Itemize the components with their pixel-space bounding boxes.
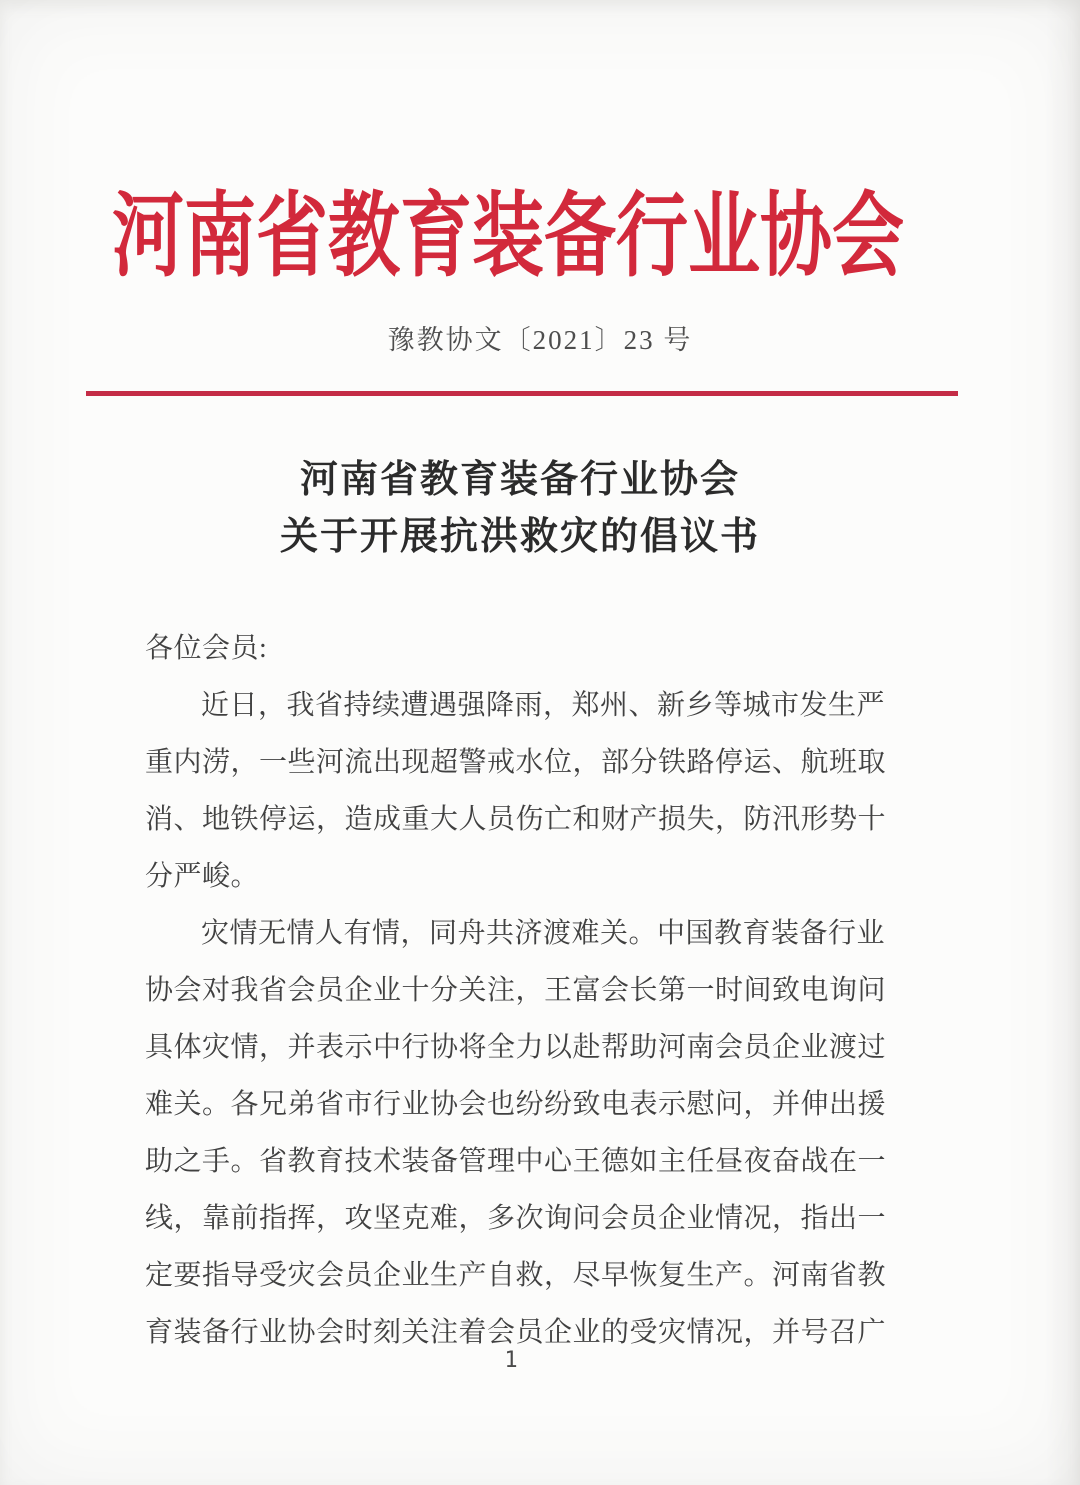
body-line: 重内涝，一些河流出现超警戒水位，部分铁路停运、航班取 [145, 747, 887, 778]
document-title-line1: 河南省教育装备行业协会 [299, 459, 740, 501]
body-line: 线，靠前指挥，攻坚克难，多次询问会员企业情况，指出一 [145, 1203, 887, 1234]
page-number: 1 [504, 1348, 518, 1373]
body-line: 难关。各兄弟省市行业协会也纷纷致电表示慰问，并伸出援 [145, 1089, 887, 1120]
document-number: 豫教协文〔2021〕23 号 [387, 325, 693, 355]
body-line: 分严峻。 [145, 861, 260, 892]
body-line: 定要指导受灾会员企业生产自救，尽早恢复生产。河南省教 [145, 1260, 887, 1291]
document-title [0, 452, 1060, 566]
red-divider-line [86, 391, 958, 396]
body-line: 助之手。省教育技术装备管理中心王德如主任昼夜奋战在一 [145, 1146, 887, 1177]
document-title-line2: 关于开展抗洪救灾的倡议书 [279, 516, 760, 558]
salutation: 各位会员: [145, 633, 268, 664]
body-line: 育装备行业协会时刻关注着会员企业的受灾情况，并号召广 [145, 1317, 887, 1348]
body-line: 灾情无情人有情，同舟共济渡难关。中国教育装备行业 [201, 918, 886, 949]
body-line: 具体灾情，并表示中行协将全力以赴帮助河南会员企业渡过 [145, 1032, 887, 1063]
body-line: 近日，我省持续遭遇强降雨，郑州、新乡等城市发生严 [201, 690, 886, 721]
body-line: 消、地铁停运，造成重大人员伤亡和财产损失，防汛形势十 [145, 804, 887, 835]
document-body [145, 620, 887, 1361]
body-line: 协会对我省会员企业十分关注，王富会长第一时间致电询问 [145, 975, 887, 1006]
letterhead-org-name: 河南省教育装备行业协会 [111, 185, 904, 289]
